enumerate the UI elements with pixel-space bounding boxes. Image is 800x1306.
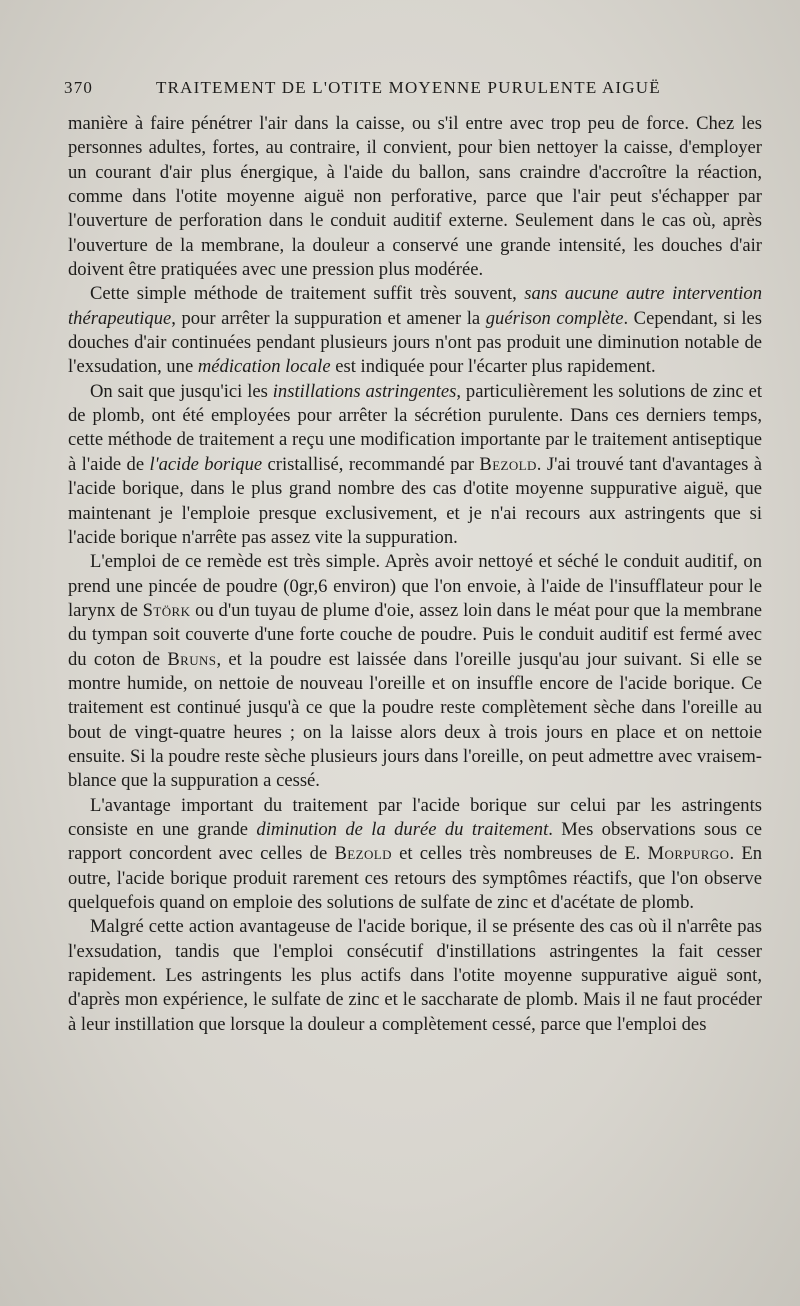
text-run: ou d'un tuyau de plume d'oie, assez loin dans le méat pour que la membrane du tympan soit couverte d'une forte couche de poudre. Puis le conduit auditif est fermé avec du coton de bbox=[68, 599, 762, 670]
text-run: , particulièrement les solutions de zinc et de plomb, ont été employées pour arrêter la sécrétion purulente. Dans ces derniers temps, cette méthode de traitement a reçu une modification importante par le traitement antiseptique à l'aide de bbox=[68, 380, 762, 475]
text-run: , pour arrêter la suppuration et amener la bbox=[171, 307, 486, 329]
text-run: cristallisé, recommandé par bbox=[262, 453, 480, 475]
text-run: L'avantage important du traitement par l'acide borique sur celui par les astringents consiste en une grande bbox=[68, 794, 762, 840]
text-run: L'emploi de ce remède est très simple. Après avoir nettoyé et séché le conduit auditif, on prend une pincée de poudre (0gr,6 environ) que l'on envoie, à l'aide de l'insufflateur pour le larynx de bbox=[68, 551, 762, 621]
italic-phrase: guérison complète bbox=[485, 307, 624, 329]
text-run: est indiquée pour l'écarter plus rapidement. bbox=[330, 356, 656, 378]
italic-phrase: sans aucune autre intervention thérapeutique bbox=[68, 283, 762, 329]
author-name: Bezold bbox=[479, 453, 537, 475]
text-run: Cette simple méthode de traitement suffit très souvent, bbox=[90, 283, 525, 305]
italic-phrase: médication locale bbox=[197, 356, 331, 378]
page-header bbox=[64, 78, 762, 112]
text-run: . En outre, l'acide borique produit rarement ces retours des symptômes réactifs, que l'on observe quelquefois quand on emploie des solutions de sulfate de zinc et d'acétate de plomb. bbox=[68, 843, 763, 913]
text-run: On sait que jusqu'ici les bbox=[90, 380, 273, 402]
italic-phrase: instillations astringentes bbox=[272, 380, 457, 402]
italic-phrase: l'acide borique bbox=[149, 453, 263, 475]
paragraph bbox=[68, 550, 762, 793]
paragraph bbox=[68, 915, 762, 1037]
text-run: Malgré cette action avantageuse de l'acide borique, il se présente des cas où il n'arrête pas l'exsudation, tandis que l'emploi consécutif d'instillations astringentes la fait cesser rapidement. Les astringents les plus actifs dans l'otite moyenne suppurative aiguë sont, d'après mon expérience, le sulfate de zinc et le saccharate de plomb. Mais il ne faut procéder à leur instillation que lorsque la douleur a complètement cessé, parce que l'emploi des bbox=[68, 916, 762, 1035]
running-head: TRAITEMENT DE L'OTITE MOYENNE PURULENTE AIGUË bbox=[156, 78, 661, 97]
paragraph bbox=[68, 794, 762, 916]
page-number: 370 bbox=[64, 78, 94, 97]
text-run: et celles très nombreuses de E. bbox=[391, 843, 648, 865]
author-name: Bezold bbox=[334, 843, 392, 865]
paragraph bbox=[68, 112, 762, 282]
italic-phrase: diminution de la durée du traitement bbox=[256, 818, 549, 840]
text-run: . Mes observations sous ce rapport concordent avec celles de bbox=[68, 818, 762, 865]
text-run: . Cependant, si les douches d'air continuées pendant plusieurs jours n'ont pas produit une diminution notable de l'exsudation, une bbox=[68, 307, 762, 378]
author-name: Störk bbox=[142, 599, 191, 621]
paragraph bbox=[68, 282, 762, 379]
paragraph bbox=[68, 380, 762, 550]
author-name: Morpurgo bbox=[647, 843, 730, 865]
text-run: manière à faire pénétrer l'air dans la caisse, ou s'il entre avec trop peu de force. Chez les personnes adultes, fortes, au contraire, il convient, pour bien nettoyer la caisse, d'employer un courant d'air plus énergique, à l'aide du ballon, sans craindre d'accroître la réaction, comme dans l'otite moyenne aiguë non perforative, parce que l'air peut s'échapper par l'ouverture de perforation dans le conduit auditif externe. Seulement dans le cas où, après l'ouverture de la membrane, la douleur a conservé une grande intensité, les douches d'air doivent être pratiquées avec une pression plus modérée. bbox=[68, 113, 762, 281]
author-name: Bruns bbox=[167, 648, 217, 670]
text-run: . J'ai trouvé tant d'avantages à l'acide borique, dans le plus grand nombre des cas d'otite moyenne suppurative aiguë, que maintenant je l'emploie presque exclusivement, et je n'ai recours aux astringents que si l'acide borique n'arrête pas assez vite la suppuration. bbox=[68, 453, 763, 548]
body-text bbox=[68, 112, 762, 1037]
text-run: , et la poudre est laissée dans l'oreille jusqu'au jour suivant. Si elle se montre humide, on nettoie de nouveau l'oreille et on insuffle encore de l'acide borique. Ce traitement est continué jusqu'à ce que la poudre reste complètement sèche dans l'oreille au bout de vingt-quatre heures ; on la laisse alors deux à trois jours en place et on nettoie ensuite. Si la poudre reste sèche plusieurs jours dans l'oreille, on peut admettre avec vraisemblance que la suppuration a cessé. bbox=[68, 648, 762, 792]
